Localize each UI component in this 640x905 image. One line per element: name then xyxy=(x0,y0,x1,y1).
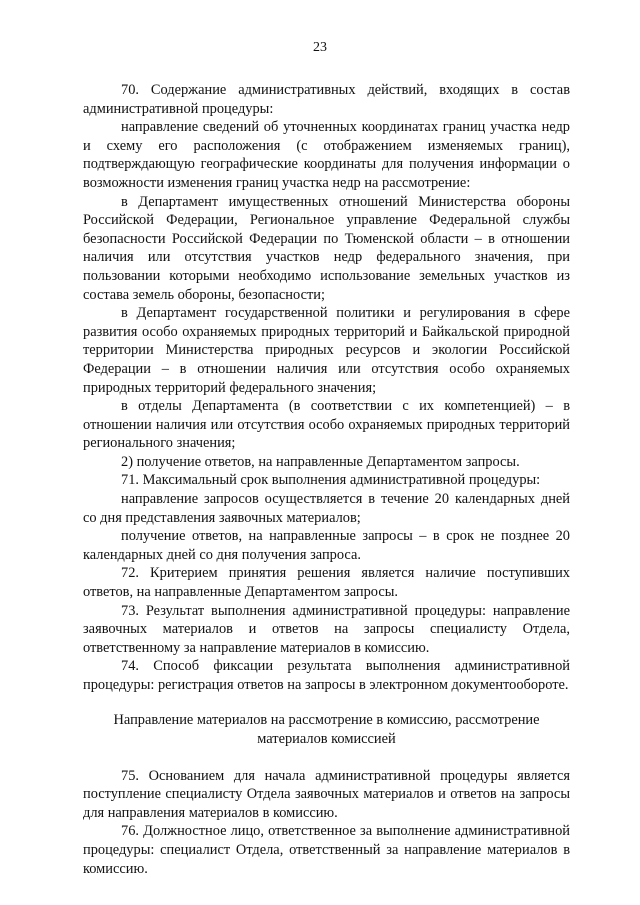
paragraph: направление сведений об уточненных координатах границ участка недр и схему его расположения (с отображением изменяемых границ), подтверждающую географические координаты для получения информации о возможности изменения границ участка недр на рассмотрение: xyxy=(83,119,570,191)
paragraph: 72. Критерием принятия решения является наличие поступивших ответов, на направленные Департаментом запросы. xyxy=(83,565,570,601)
paragraph: в Департамент имущественных отношений Министерства обороны Российской Федерации, Региональное управление Федеральной службы безопасности Российской Федерации по Тюменской области – в отношении наличия или отсутствия участков недр федерального значения, при пользовании которыми необходимо использование земельных участков из состава земель обороны, безопасности; xyxy=(83,193,570,303)
paragraph: получение ответов, на направленные запросы – в срок не позднее 20 календарных дней со дня получения запроса. xyxy=(83,528,570,563)
paragraph: 73. Результат выполнения административной процедуры: направление заявочных материалов и ответов на запросы специалисту Отдела, ответственному за направление материалов в комиссию. xyxy=(83,602,570,656)
paragraph: 74. Способ фиксации результата выполнения административной процедуры: регистрация ответов на запросы в электронном документообороте. xyxy=(83,658,570,693)
paragraph: в отделы Департамента (в соответствии с их компетенцией) – в отношении наличия или отсутствия особо охраняемых природных территорий регионального значения; xyxy=(83,398,570,452)
paragraph: 76. Должностное лицо, ответственное за выполнение административной процедуры: специалист Отдела, ответственный за направление материалов в комиссию. xyxy=(83,823,570,877)
paragraph: 75. Основанием для начала административной процедуры является поступление специалисту Отдела заявочных материалов и ответов на запросы для направления материалов в комиссию. xyxy=(83,767,570,821)
paragraph: 71. Максимальный срок выполнения административной процедуры: xyxy=(121,472,541,489)
paragraph: 70. Содержание административных действий, входящих в состав административной процедуры: xyxy=(83,82,570,117)
paragraph: в Департамент государственной политики и регулирования в сфере развития особо охраняемых природных территорий и Байкальской природной территории Министерства природных ресурсов и экологии Российской Федерации – в отношении наличия или отсутствия особо охраняемых природных территорий федерального значения; xyxy=(83,305,570,396)
section-heading: Направление материалов на рассмотрение в комиссию, рассмотрение материалов комиссией xyxy=(113,711,540,747)
paragraph: направление запросов осуществляется в течение 20 календарных дней со дня представления заявочных материалов; xyxy=(83,491,570,526)
paragraph: 2) получение ответов, на направленные Департаментом запросы. xyxy=(121,453,520,470)
document-body xyxy=(83,81,570,878)
page-number: 23 xyxy=(313,40,327,55)
